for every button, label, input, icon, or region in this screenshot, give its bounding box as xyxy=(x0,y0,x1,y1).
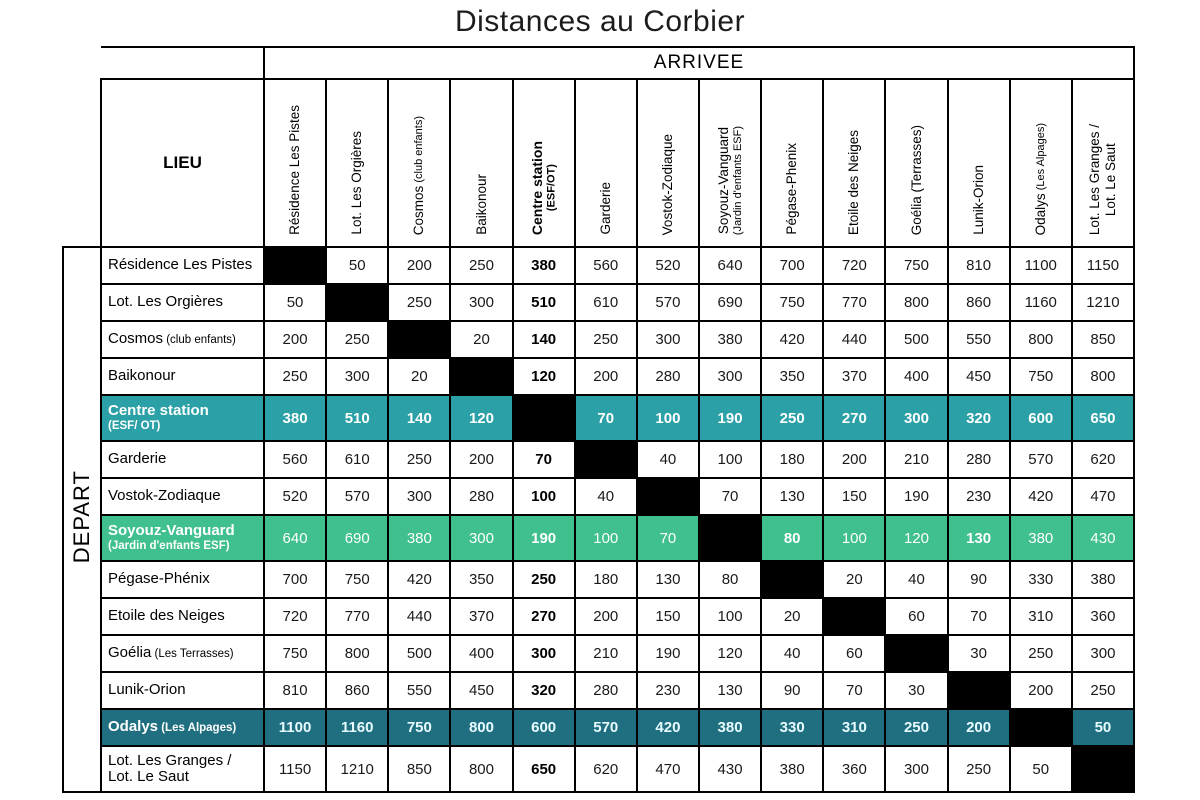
distance-cell: 380 xyxy=(513,247,575,284)
distance-cell: 250 xyxy=(388,284,450,321)
distance-cell: 800 xyxy=(326,635,388,672)
diagonal-cell xyxy=(637,478,699,515)
row-label: Résidence Les Pistes xyxy=(101,247,264,284)
col-header-11 xyxy=(948,79,1010,247)
distance-cell: 810 xyxy=(948,247,1010,284)
diagonal-cell xyxy=(388,321,450,358)
arrivee-row xyxy=(63,47,1134,79)
distance-cell: 380 xyxy=(699,709,761,746)
diagonal-cell xyxy=(1010,709,1072,746)
distance-cell: 20 xyxy=(761,598,823,635)
distance-cell: 120 xyxy=(513,358,575,395)
distance-cell: 650 xyxy=(1072,395,1134,441)
distance-cell: 280 xyxy=(575,672,637,709)
distance-cell: 40 xyxy=(637,441,699,478)
distance-cell: 190 xyxy=(637,635,699,672)
row-label: Centre station (ESF/ OT) xyxy=(101,395,264,441)
col-header-6 xyxy=(637,79,699,247)
col-header-9 xyxy=(823,79,885,247)
distance-cell: 60 xyxy=(823,635,885,672)
distance-cell: 500 xyxy=(885,321,947,358)
distance-cell: 130 xyxy=(699,672,761,709)
row-label: Garderie xyxy=(101,441,264,478)
col-header-13 xyxy=(1072,79,1134,247)
distance-cell: 70 xyxy=(699,478,761,515)
row-label: Lunik-Orion xyxy=(101,672,264,709)
distance-cell: 700 xyxy=(761,247,823,284)
distance-cell: 750 xyxy=(326,561,388,598)
distance-cell: 610 xyxy=(326,441,388,478)
distance-cell: 570 xyxy=(1010,441,1072,478)
table-row-10 xyxy=(63,635,1134,672)
row-label: Odalys (Les Alpages) xyxy=(101,709,264,746)
distance-cell: 90 xyxy=(761,672,823,709)
distance-cell: 40 xyxy=(885,561,947,598)
distance-cell: 450 xyxy=(450,672,512,709)
distance-cell: 510 xyxy=(326,395,388,441)
distance-cell: 470 xyxy=(1072,478,1134,515)
col-header-text: Etoile des Neiges xyxy=(846,129,862,235)
blank-left xyxy=(63,79,101,247)
distance-cell: 570 xyxy=(575,709,637,746)
table-row-1 xyxy=(63,284,1134,321)
distance-cell: 1160 xyxy=(1010,284,1072,321)
table-row-13 xyxy=(63,746,1134,792)
distance-cell: 1100 xyxy=(1010,247,1072,284)
distance-cell: 330 xyxy=(761,709,823,746)
distance-cell: 750 xyxy=(761,284,823,321)
distance-cell: 800 xyxy=(1010,321,1072,358)
col-header-text: Lunik-Orion xyxy=(970,165,986,235)
distance-cell: 300 xyxy=(450,284,512,321)
distance-cell: 190 xyxy=(513,515,575,561)
distance-cell: 420 xyxy=(1010,478,1072,515)
row-label: Lot. Les Orgières xyxy=(101,284,264,321)
distance-cell: 210 xyxy=(885,441,947,478)
page-title: Distances au Corbier xyxy=(454,5,746,38)
distance-cell: 50 xyxy=(264,284,326,321)
distance-cell: 380 xyxy=(388,515,450,561)
distance-cell: 360 xyxy=(1072,598,1134,635)
distance-cell: 130 xyxy=(761,478,823,515)
distance-cell: 720 xyxy=(264,598,326,635)
distance-cell: 300 xyxy=(885,746,947,792)
diagonal-cell xyxy=(326,284,388,321)
col-header-text: Vostok-Zodiaque xyxy=(659,133,675,235)
distance-cell: 140 xyxy=(513,321,575,358)
distance-cell: 20 xyxy=(388,358,450,395)
distance-cell: 750 xyxy=(264,635,326,672)
distance-cell: 430 xyxy=(699,746,761,792)
distance-cell: 280 xyxy=(637,358,699,395)
distance-cell: 200 xyxy=(388,247,450,284)
distance-cell: 100 xyxy=(637,395,699,441)
row-label: Baikonour xyxy=(101,358,264,395)
distance-cell: 380 xyxy=(761,746,823,792)
distance-cell: 320 xyxy=(513,672,575,709)
distance-cell: 250 xyxy=(948,746,1010,792)
distance-cell: 200 xyxy=(575,598,637,635)
blank-corner-left xyxy=(63,47,101,79)
distance-cell: 1210 xyxy=(1072,284,1134,321)
col-header-4 xyxy=(513,79,575,247)
distance-cell: 30 xyxy=(885,672,947,709)
table-row-2 xyxy=(63,321,1134,358)
table-row-4 xyxy=(63,395,1134,441)
distance-cell: 400 xyxy=(450,635,512,672)
distance-cell: 250 xyxy=(885,709,947,746)
distance-cell: 750 xyxy=(885,247,947,284)
distance-cell: 40 xyxy=(575,478,637,515)
distance-cell: 470 xyxy=(637,746,699,792)
distance-cell: 570 xyxy=(326,478,388,515)
distance-cell: 800 xyxy=(450,709,512,746)
table-row-11 xyxy=(63,672,1134,709)
col-header-text: Garderie xyxy=(597,182,613,235)
distance-cell: 350 xyxy=(450,561,512,598)
diagonal-cell xyxy=(1072,746,1134,792)
column-header-row xyxy=(63,79,1134,247)
distance-cell: 250 xyxy=(388,441,450,478)
distance-cell: 20 xyxy=(823,561,885,598)
distance-cell: 1210 xyxy=(326,746,388,792)
distance-cell: 560 xyxy=(575,247,637,284)
col-header-1 xyxy=(326,79,388,247)
distance-cell: 440 xyxy=(388,598,450,635)
distance-cell: 60 xyxy=(885,598,947,635)
distance-cell: 690 xyxy=(326,515,388,561)
col-header-text: Lot. Les Granges / Lot. Le Saut xyxy=(1086,123,1118,235)
diagonal-cell xyxy=(948,672,1010,709)
distance-cell: 70 xyxy=(637,515,699,561)
distance-cell: 370 xyxy=(823,358,885,395)
table-row-5 xyxy=(63,441,1134,478)
distance-cell: 520 xyxy=(264,478,326,515)
distance-cell: 270 xyxy=(513,598,575,635)
distance-cell: 100 xyxy=(699,598,761,635)
distance-cell: 230 xyxy=(948,478,1010,515)
distance-cell: 100 xyxy=(513,478,575,515)
distance-cell: 700 xyxy=(264,561,326,598)
distance-cell: 420 xyxy=(637,709,699,746)
distance-cell: 420 xyxy=(388,561,450,598)
distance-cell: 850 xyxy=(388,746,450,792)
distance-cell: 250 xyxy=(1010,635,1072,672)
arrivee-header: ARRIVEE xyxy=(264,47,1134,79)
distance-cell: 310 xyxy=(823,709,885,746)
diagonal-cell xyxy=(575,441,637,478)
col-header-8 xyxy=(761,79,823,247)
col-header-text: Centre station (ESF/OT) xyxy=(528,140,558,235)
distance-cell: 40 xyxy=(761,635,823,672)
diagonal-cell xyxy=(450,358,512,395)
distance-cell: 250 xyxy=(326,321,388,358)
distance-cell: 1150 xyxy=(264,746,326,792)
distance-cell: 200 xyxy=(575,358,637,395)
distance-cell: 130 xyxy=(637,561,699,598)
distance-cell: 860 xyxy=(948,284,1010,321)
distance-cell: 1160 xyxy=(326,709,388,746)
distance-cell: 270 xyxy=(823,395,885,441)
distance-cell: 150 xyxy=(823,478,885,515)
distance-cell: 300 xyxy=(699,358,761,395)
distance-cell: 50 xyxy=(326,247,388,284)
distance-cell: 300 xyxy=(388,478,450,515)
distance-cell: 810 xyxy=(264,672,326,709)
distance-cell: 500 xyxy=(388,635,450,672)
distance-cell: 400 xyxy=(885,358,947,395)
col-header-text: Goélia (Terrasses) xyxy=(908,124,924,235)
distance-cell: 140 xyxy=(388,395,450,441)
distance-cell: 200 xyxy=(264,321,326,358)
distance-cell: 380 xyxy=(699,321,761,358)
distance-cell: 200 xyxy=(1010,672,1072,709)
table-row-0 xyxy=(63,247,1134,284)
distance-cell: 560 xyxy=(264,441,326,478)
distance-cell: 250 xyxy=(450,247,512,284)
distance-cell: 1150 xyxy=(1072,247,1134,284)
diagonal-cell xyxy=(761,561,823,598)
distance-cell: 300 xyxy=(885,395,947,441)
distance-cell: 440 xyxy=(823,321,885,358)
col-header-text: Cosmos (club enfants) xyxy=(411,115,427,235)
distance-cell: 30 xyxy=(948,635,1010,672)
distance-cell: 640 xyxy=(264,515,326,561)
distance-cell: 250 xyxy=(761,395,823,441)
distance-cell: 190 xyxy=(699,395,761,441)
table-row-9 xyxy=(63,598,1134,635)
distance-cell: 650 xyxy=(513,746,575,792)
distance-cell: 50 xyxy=(1072,709,1134,746)
distance-cell: 800 xyxy=(1072,358,1134,395)
distance-cell: 130 xyxy=(948,515,1010,561)
distance-cell: 150 xyxy=(637,598,699,635)
distance-cell: 620 xyxy=(1072,441,1134,478)
distance-cell: 100 xyxy=(575,515,637,561)
distance-cell: 120 xyxy=(885,515,947,561)
distance-cell: 550 xyxy=(948,321,1010,358)
distance-cell: 610 xyxy=(575,284,637,321)
distance-cell: 770 xyxy=(326,598,388,635)
distance-cell: 300 xyxy=(637,321,699,358)
col-header-7 xyxy=(699,79,761,247)
distance-cell: 230 xyxy=(637,672,699,709)
distance-cell: 280 xyxy=(948,441,1010,478)
distance-cell: 180 xyxy=(761,441,823,478)
distance-cell: 300 xyxy=(513,635,575,672)
distance-cell: 250 xyxy=(1072,672,1134,709)
row-label: Vostok-Zodiaque xyxy=(101,478,264,515)
diagonal-cell xyxy=(699,515,761,561)
depart-header xyxy=(63,247,101,792)
distance-cell: 120 xyxy=(450,395,512,441)
distance-cell: 600 xyxy=(1010,395,1072,441)
table-row-12 xyxy=(63,709,1134,746)
distance-cell: 720 xyxy=(823,247,885,284)
distance-cell: 570 xyxy=(637,284,699,321)
distance-cell: 750 xyxy=(1010,358,1072,395)
distance-cell: 300 xyxy=(450,515,512,561)
distance-cell: 360 xyxy=(823,746,885,792)
distance-cell: 250 xyxy=(575,321,637,358)
distance-cell: 300 xyxy=(326,358,388,395)
distance-cell: 800 xyxy=(885,284,947,321)
distance-cell: 380 xyxy=(1010,515,1072,561)
distance-cell: 70 xyxy=(513,441,575,478)
col-header-3 xyxy=(450,79,512,247)
distance-cell: 640 xyxy=(699,247,761,284)
col-header-12 xyxy=(1010,79,1072,247)
col-header-text: Pégase-Phenix xyxy=(784,143,800,235)
col-header-text: Résidence Les Pistes xyxy=(287,105,303,235)
distance-cell: 250 xyxy=(264,358,326,395)
distance-cell: 600 xyxy=(513,709,575,746)
distance-cell: 280 xyxy=(450,478,512,515)
distance-cell: 520 xyxy=(637,247,699,284)
distance-cell: 450 xyxy=(948,358,1010,395)
col-header-2 xyxy=(388,79,450,247)
distance-cell: 90 xyxy=(948,561,1010,598)
distance-cell: 70 xyxy=(823,672,885,709)
distance-cell: 180 xyxy=(575,561,637,598)
distance-cell: 510 xyxy=(513,284,575,321)
blank-corner-right xyxy=(101,47,264,79)
distance-cell: 20 xyxy=(450,321,512,358)
row-label: Etoile des Neiges xyxy=(101,598,264,635)
distance-cell: 70 xyxy=(575,395,637,441)
distance-cell: 120 xyxy=(699,635,761,672)
distance-cell: 200 xyxy=(450,441,512,478)
table-row-6 xyxy=(63,478,1134,515)
col-header-0 xyxy=(264,79,326,247)
distance-cell: 300 xyxy=(1072,635,1134,672)
distance-cell: 190 xyxy=(885,478,947,515)
distance-cell: 200 xyxy=(823,441,885,478)
diagonal-cell xyxy=(513,395,575,441)
row-label: Lot. Les Granges / Lot. Le Saut xyxy=(101,746,264,792)
distance-cell: 250 xyxy=(513,561,575,598)
distance-cell: 210 xyxy=(575,635,637,672)
distance-cell: 800 xyxy=(450,746,512,792)
distance-cell: 380 xyxy=(1072,561,1134,598)
distance-cell: 770 xyxy=(823,284,885,321)
distance-cell: 50 xyxy=(1010,746,1072,792)
depart-header-text: DEPART xyxy=(69,470,95,564)
col-header-text: Odalys (Les Alpages) xyxy=(1032,122,1048,235)
distance-cell: 860 xyxy=(326,672,388,709)
lieu-header: LIEU xyxy=(101,79,264,247)
col-header-10 xyxy=(885,79,947,247)
row-label: Pégase-Phénix xyxy=(101,561,264,598)
row-label: Cosmos (club enfants) xyxy=(101,321,264,358)
table-row-3 xyxy=(63,358,1134,395)
col-header-5 xyxy=(575,79,637,247)
distance-cell: 430 xyxy=(1072,515,1134,561)
distance-cell: 320 xyxy=(948,395,1010,441)
distance-cell: 750 xyxy=(388,709,450,746)
row-label: Goélia (Les Terrasses) xyxy=(101,635,264,672)
distance-cell: 620 xyxy=(575,746,637,792)
distance-cell: 350 xyxy=(761,358,823,395)
col-header-text: Soyouz-Vanguard (Jardin d'enfants ESF) xyxy=(715,125,744,235)
distance-cell: 100 xyxy=(823,515,885,561)
distance-table xyxy=(62,46,1135,793)
distance-cell: 850 xyxy=(1072,321,1134,358)
diagonal-cell xyxy=(264,247,326,284)
distance-cell: 420 xyxy=(761,321,823,358)
table-row-8 xyxy=(63,561,1134,598)
distance-cell: 70 xyxy=(948,598,1010,635)
table-row-7 xyxy=(63,515,1134,561)
distance-cell: 380 xyxy=(264,395,326,441)
distance-cell: 200 xyxy=(948,709,1010,746)
distance-cell: 1100 xyxy=(264,709,326,746)
row-label: Soyouz-Vanguard (Jardin d'enfants ESF) xyxy=(101,515,264,561)
distance-cell: 550 xyxy=(388,672,450,709)
diagonal-cell xyxy=(885,635,947,672)
distance-cell: 80 xyxy=(699,561,761,598)
distance-cell: 100 xyxy=(699,441,761,478)
distance-cell: 310 xyxy=(1010,598,1072,635)
distance-cell: 330 xyxy=(1010,561,1072,598)
col-header-text: Baikonour xyxy=(473,174,489,235)
diagonal-cell xyxy=(823,598,885,635)
distance-cell: 690 xyxy=(699,284,761,321)
col-header-text: Lot. Les Orgières xyxy=(349,131,365,235)
distance-cell: 370 xyxy=(450,598,512,635)
distance-cell: 80 xyxy=(761,515,823,561)
